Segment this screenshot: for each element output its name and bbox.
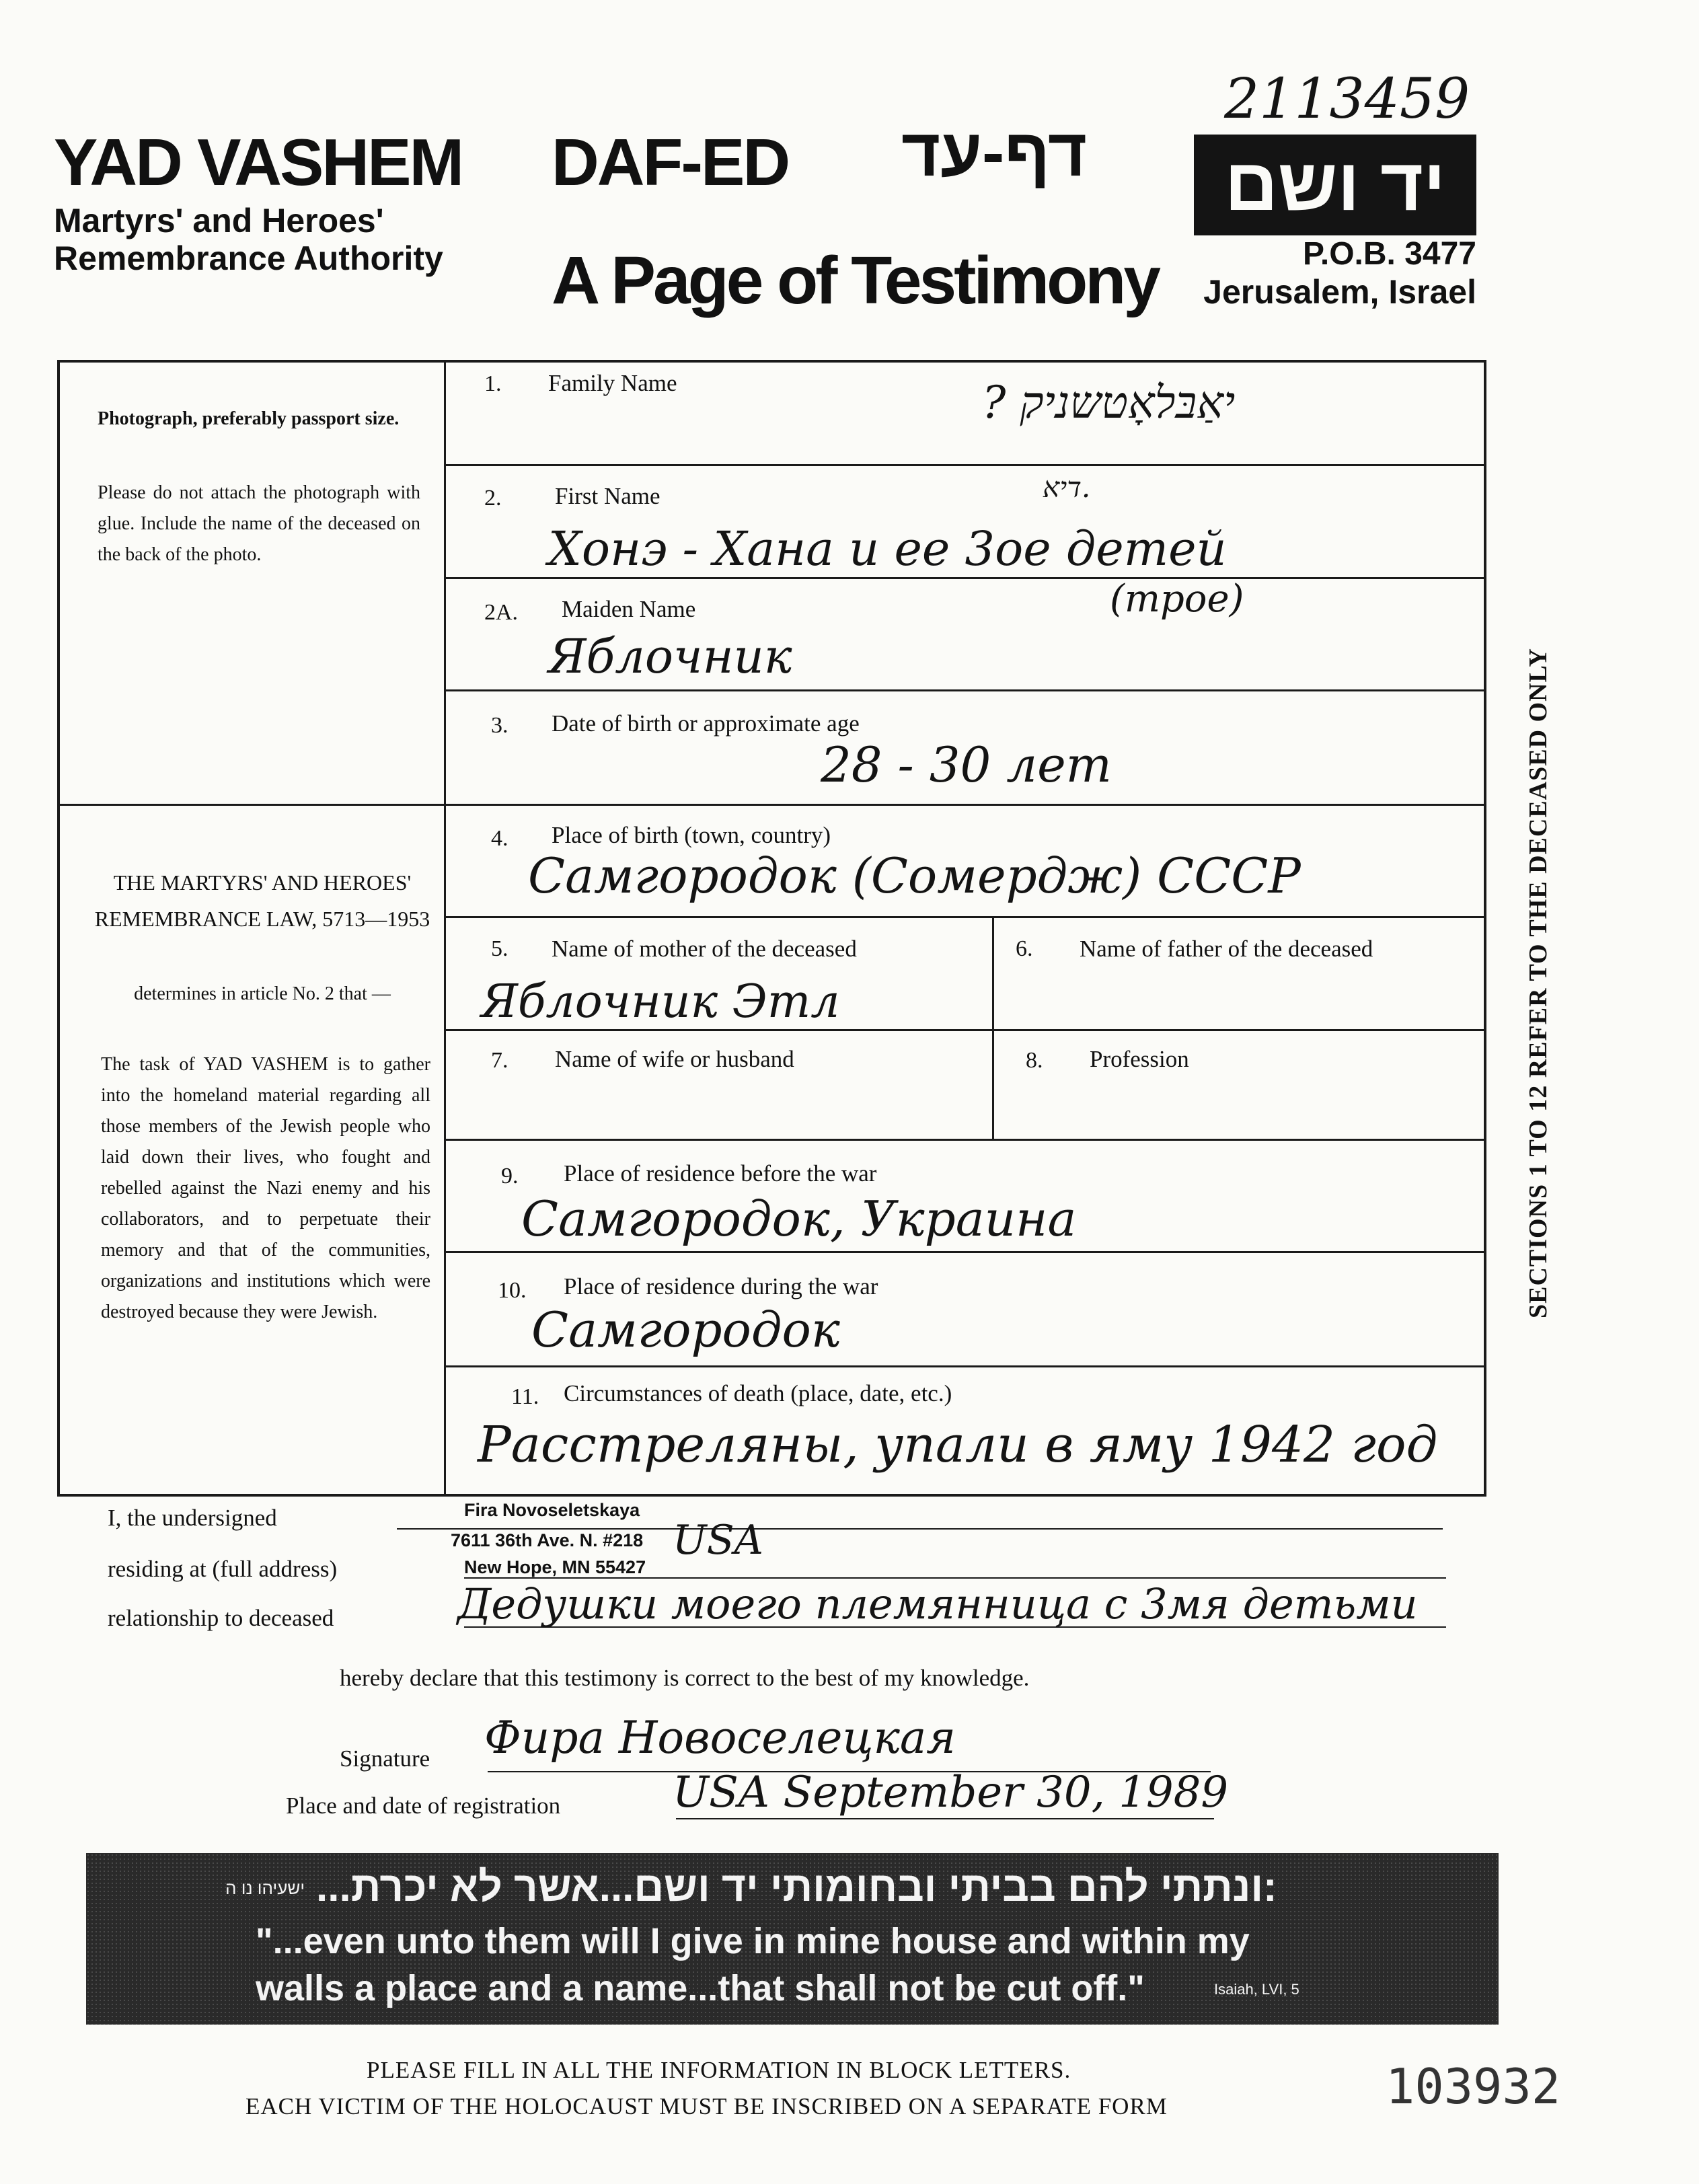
banner-hebrew-ref: ישעיהו נו ה	[225, 1878, 305, 1898]
address-label: residing at (full address)	[108, 1556, 338, 1582]
serial-number: 2113459	[1224, 67, 1470, 131]
field-number: 2A.	[484, 600, 519, 625]
profession-label: Profession	[1090, 1046, 1189, 1072]
footer-instruction-2: EACH VICTIM OF THE HOLOCAUST MUST BE INSCRIBED ON A SEPARATE FORM	[246, 2093, 1168, 2119]
yad-vashem-logo: יד ושם	[1194, 135, 1476, 235]
first-name-label: First Name	[555, 483, 660, 509]
field-number: 9.	[501, 1164, 519, 1189]
death-circumstances-value: Расстреляны, упали в яму 1942 год	[478, 1416, 1438, 1474]
birth-place-label: Place of birth (town, country)	[552, 822, 831, 848]
first-name-annotation-below: (трое)	[1110, 577, 1244, 621]
signature: Фира Новоселецкая	[484, 1712, 956, 1764]
birth-place-value: Самгородок (Сомердж) СССР	[528, 848, 1301, 904]
org-subtitle: Martyrs' and Heroes' Remembrance Authority	[54, 202, 443, 277]
declaration-text: hereby declare that this testimony is correct to the best of my knowledge.	[340, 1665, 1030, 1691]
registration-value: USA September 30, 1989	[673, 1768, 1229, 1817]
declarant-name: Fira Novoseletskaya	[464, 1500, 640, 1520]
banner-english-ref: Isaiah, LVI, 5	[1214, 1981, 1299, 1998]
form-title: A Page of Testimony	[552, 243, 1158, 318]
field-number: 1.	[484, 371, 502, 396]
law-title: THE MARTYRS' AND HEROES' REMEMBRANCE LAW, 5713—1953	[94, 870, 430, 931]
signature-label: Signature	[340, 1745, 430, 1772]
form-code-hebrew: דף-עד	[901, 115, 1088, 190]
mother-name-label: Name of mother of the deceased	[552, 936, 857, 962]
residence-before-label: Place of residence before the war	[564, 1160, 877, 1187]
relationship-value: Дедушки моего племянница с 3мя детьми	[457, 1579, 1418, 1628]
residence-before-value: Самгородок, Украина	[521, 1191, 1077, 1247]
maiden-name-value: Яблочник	[548, 629, 792, 684]
footer-instruction: PLEASE FILL IN ALL THE INFORMATION IN BLOCK LETTERS.	[367, 2057, 1071, 2083]
family-name-label: Family Name	[548, 370, 677, 396]
father-name-label: Name of father of the deceased	[1080, 936, 1373, 962]
address-country: USA	[673, 1517, 763, 1564]
archive-stamp: 103932	[1386, 2058, 1561, 2115]
registration-label: Place and date of registration	[286, 1793, 561, 1819]
photo-note: Please do not attach the photograph with glue. Include the name of the deceased on the back of the photo.	[98, 482, 420, 565]
undersigned-label: I, the undersigned	[108, 1505, 277, 1531]
banner-english-line2: walls a place and a name...that shall not be cut off."	[256, 1968, 1145, 2008]
field-number: 4.	[491, 826, 508, 851]
residence-during-value: Самгородок	[531, 1302, 840, 1358]
field-number: 3.	[491, 713, 508, 738]
side-note: SECTIONS 1 TO 12 REFER TO THE DECEASED ONLY	[1524, 648, 1552, 1318]
maiden-name-label: Maiden Name	[562, 596, 696, 622]
field-number: 5.	[491, 936, 508, 961]
photo-hint: Photograph, preferably passport size.	[98, 408, 400, 429]
field-number: 7.	[491, 1048, 508, 1073]
field-number: 10.	[498, 1278, 527, 1303]
form-code: DAF-ED	[552, 125, 789, 199]
field-number: 2.	[484, 486, 502, 511]
field-number: 6.	[1016, 936, 1033, 961]
banner-hebrew-quote: ...ונתתי להם בביתי ובחומותי יד ושם...אשר לא יכרת:	[316, 1864, 1277, 1910]
address-line2: New Hope, MN 55427	[464, 1557, 646, 1577]
field-number: 11.	[511, 1384, 539, 1409]
field-number: 8.	[1026, 1048, 1043, 1073]
po-box: P.O.B. 3477	[1303, 236, 1476, 272]
relationship-label: relationship to deceased	[108, 1605, 334, 1631]
mother-name-value: Яблочник Этл	[481, 975, 840, 1028]
law-article: determines in article No. 2 that —	[134, 983, 391, 1004]
law-text: The task of YAD VASHEM is to gather into the homeland material regarding all those members of the Jewish people who laid down their lives, who fought and rebelled against the Nazi enemy and his collaborators, and to perpetuate their memory and that of the communities, organizations and institutions which were destroyed because they were Jewish.	[101, 1054, 430, 1322]
first-name-annotation: דיא.	[1043, 471, 1091, 504]
spouse-name-label: Name of wife or husband	[555, 1046, 794, 1072]
death-circumstances-label: Circumstances of death (place, date, etc.)	[564, 1380, 952, 1406]
city: Jerusalem, Israel	[1203, 273, 1476, 311]
first-name-value: Хонэ - Хана и ее 3ое детей	[548, 521, 1227, 576]
family-name-value: ? יאַבּלאָטשניק	[982, 377, 1236, 428]
banner-english-line1: "...even unto them will I give in mine house and within my	[256, 1921, 1250, 1961]
birth-date-value: 28 - 30 лет	[821, 737, 1112, 793]
residence-during-label: Place of residence during the war	[564, 1273, 878, 1300]
org-name: YAD VASHEM	[54, 125, 463, 199]
address-line1: 7611 36th Ave. N. #218	[451, 1530, 644, 1550]
birth-date-label: Date of birth or approximate age	[552, 710, 860, 737]
